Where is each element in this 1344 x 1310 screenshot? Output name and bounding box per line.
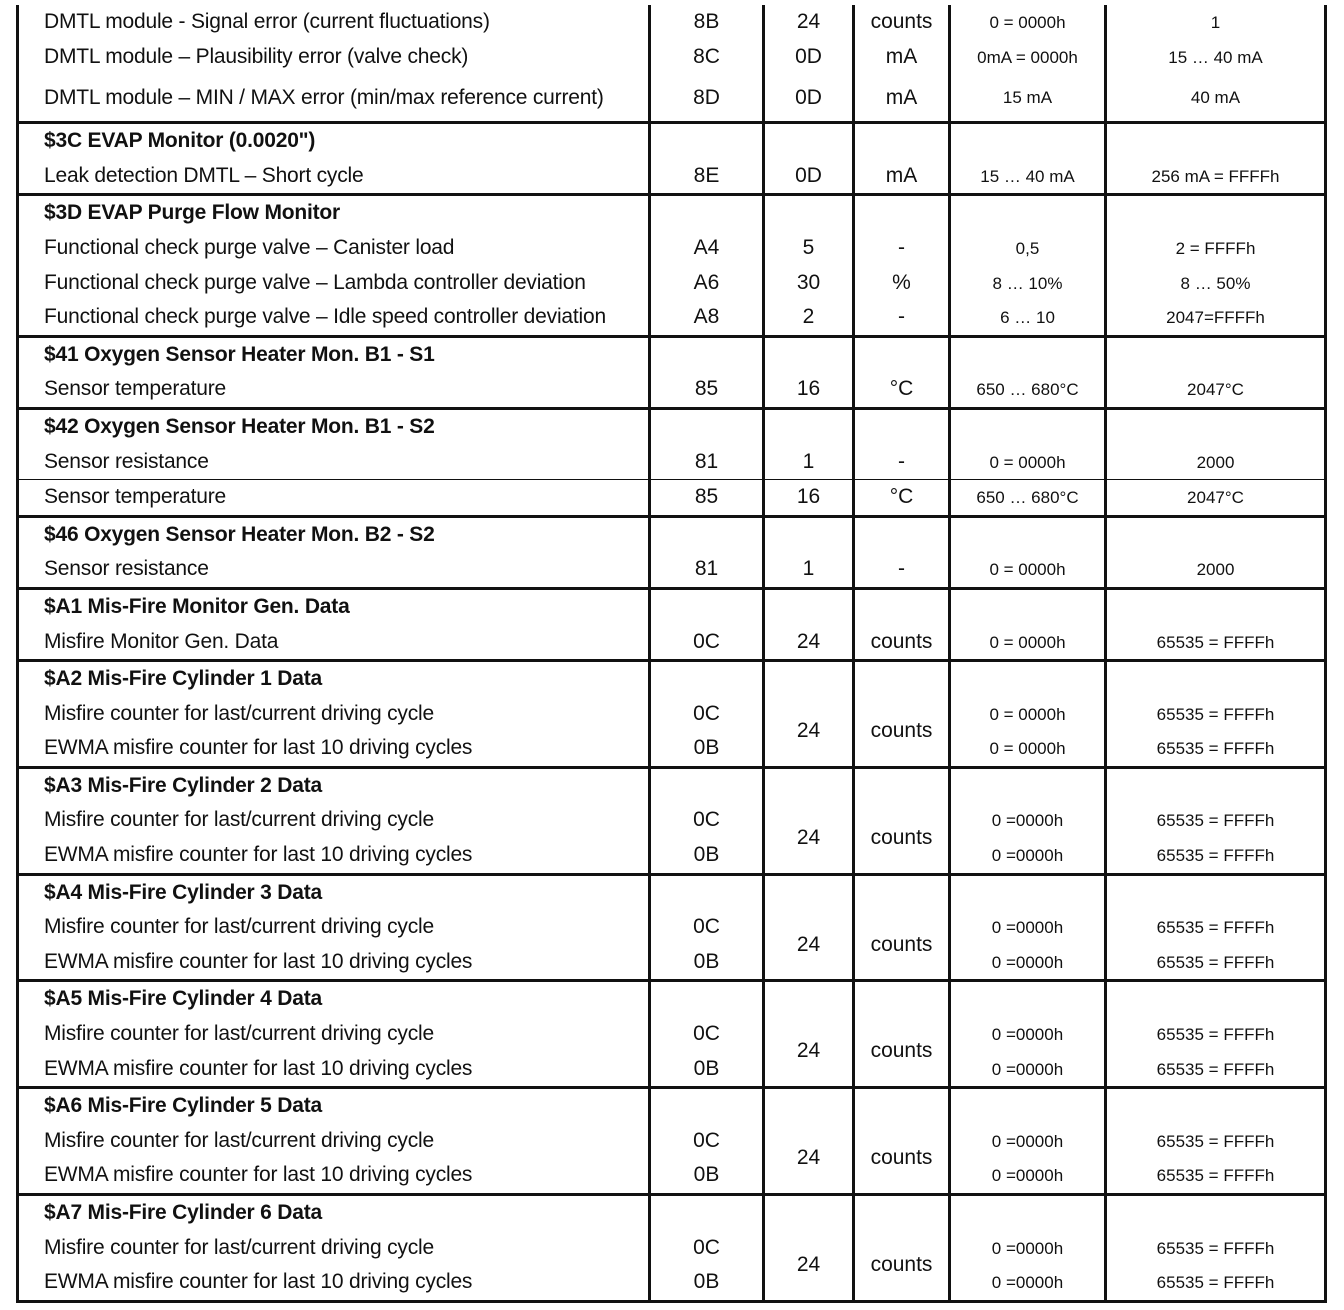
min-value: 6 … 10	[1000, 308, 1055, 328]
section-heading: $3C EVAP Monitor (0.0020")	[44, 129, 316, 153]
cid-value: 0D	[795, 163, 822, 187]
section-heading: $A6 Mis-Fire Cylinder 5 Data	[44, 1094, 322, 1118]
min-cell	[950, 516, 1106, 588]
test-description: Misfire counter for last/current driving cycle	[44, 701, 434, 725]
max-value: 65535 = FFFFh	[1156, 632, 1275, 652]
max-cell	[1106, 5, 1326, 123]
unit-value: counts	[870, 718, 933, 742]
description-cell	[18, 767, 650, 874]
test-description: Sensor temperature	[44, 377, 226, 401]
unit-cell	[854, 480, 950, 517]
unit-cell	[854, 1195, 950, 1302]
table-row	[18, 874, 1326, 981]
test-description: EWMA misfire counter for last 10 driving cycles	[44, 949, 473, 973]
tid-cell	[650, 661, 764, 768]
table-row	[18, 336, 1326, 408]
section-heading: $A2 Mis-Fire Cylinder 1 Data	[44, 667, 322, 691]
test-description: DMTL module – Plausibility error (valve check)	[44, 44, 469, 68]
max-value: 65535 = FFFFh	[1156, 1025, 1275, 1045]
table-row	[18, 981, 1326, 1088]
cid-value: 1	[802, 449, 815, 473]
unit-value: -	[898, 235, 905, 259]
test-description: Sensor resistance	[44, 449, 209, 473]
max-value: 40 mA	[1190, 88, 1241, 108]
table-row	[18, 123, 1326, 195]
test-description: Misfire counter for last/current driving cycle	[44, 1128, 434, 1152]
min-value: 0mA = 0000h	[977, 47, 1078, 67]
test-description: Functional check purge valve – Canister load	[44, 235, 455, 259]
test-description: Leak detection DMTL – Short cycle	[44, 163, 364, 187]
unit-value: -	[898, 305, 905, 329]
section-heading: $A5 Mis-Fire Cylinder 4 Data	[44, 987, 322, 1011]
section-heading: $A3 Mis-Fire Cylinder 2 Data	[44, 773, 322, 797]
unit-value: counts	[870, 825, 933, 849]
min-cell	[950, 661, 1106, 768]
tid-cell	[650, 123, 764, 195]
min-value: 0 =0000h	[991, 952, 1064, 972]
tid-cell	[650, 1088, 764, 1195]
cid-value: 24	[796, 1039, 821, 1063]
max-value: 65535 = FFFFh	[1156, 846, 1275, 866]
unit-value: °C	[889, 485, 914, 509]
cid-value: 1	[802, 557, 815, 581]
cid-cell	[764, 588, 854, 660]
max-value: 256 mA = FFFFh	[1151, 166, 1280, 186]
cid-cell	[764, 123, 854, 195]
test-description: Misfire Monitor Gen. Data	[44, 629, 279, 653]
max-cell	[1106, 767, 1326, 874]
section-heading: $A4 Mis-Fire Cylinder 3 Data	[44, 880, 322, 904]
tid-value: 8D	[693, 86, 720, 110]
min-value: 0 =0000h	[991, 1273, 1064, 1293]
unit-value: mA	[885, 163, 918, 187]
obd-test-table	[16, 5, 1327, 1303]
min-value: 0 =0000h	[991, 1238, 1064, 1258]
cid-value: 24	[796, 1146, 821, 1170]
tid-cell	[650, 516, 764, 588]
max-value: 65535 = FFFFh	[1156, 1131, 1275, 1151]
tid-value: 0B	[693, 1056, 720, 1080]
tid-value: 0B	[693, 736, 720, 760]
section-heading: $41 Oxygen Sensor Heater Mon. B1 - S1	[44, 342, 435, 366]
tid-value: 0C	[693, 629, 720, 653]
tid-cell	[650, 588, 764, 660]
max-value: 65535 = FFFFh	[1156, 1059, 1275, 1079]
min-value: 0 = 0000h	[989, 632, 1066, 652]
max-value: 15 … 40 mA	[1168, 47, 1263, 67]
max-value: 2047=FFFFh	[1166, 308, 1265, 328]
description-cell	[18, 480, 650, 517]
unit-value: mA	[885, 86, 918, 110]
description-cell	[18, 336, 650, 408]
description-cell	[18, 588, 650, 660]
description-cell	[18, 1088, 650, 1195]
tid-value: 8E	[693, 163, 720, 187]
cid-value: 0D	[795, 86, 822, 110]
unit-value: counts	[870, 1146, 933, 1170]
max-value: 65535 = FFFFh	[1156, 704, 1275, 724]
tid-value: 0B	[693, 1163, 720, 1187]
max-cell	[1106, 408, 1326, 479]
unit-value: counts	[870, 1252, 933, 1276]
min-cell	[950, 336, 1106, 408]
min-cell	[950, 1088, 1106, 1195]
cid-value: 16	[796, 485, 821, 509]
min-value: 0 =0000h	[991, 1059, 1064, 1079]
max-value: 2000	[1196, 560, 1235, 580]
table-row	[18, 767, 1326, 874]
max-value: 65535 = FFFFh	[1156, 1273, 1275, 1293]
unit-cell	[854, 5, 950, 123]
unit-cell	[854, 1088, 950, 1195]
cid-cell	[764, 874, 854, 981]
cid-cell	[764, 5, 854, 123]
section-heading: $A7 Mis-Fire Cylinder 6 Data	[44, 1201, 322, 1224]
cid-value: 24	[796, 1252, 821, 1276]
description-cell	[18, 981, 650, 1088]
max-value: 65535 = FFFFh	[1156, 811, 1275, 831]
min-cell	[950, 874, 1106, 981]
tid-value: 0C	[693, 1128, 720, 1152]
unit-cell	[854, 588, 950, 660]
tid-value: 0C	[693, 701, 720, 725]
table-row	[18, 5, 1326, 123]
test-description: EWMA misfire counter for last 10 driving cycles	[44, 843, 473, 867]
max-cell	[1106, 661, 1326, 768]
test-description: DMTL module - Signal error (current fluctuations)	[44, 10, 490, 33]
unit-value: counts	[870, 932, 933, 956]
max-value: 1	[1210, 13, 1221, 32]
max-cell	[1106, 874, 1326, 981]
max-cell	[1106, 123, 1326, 195]
max-value: 2000	[1196, 452, 1235, 472]
tid-value: 0B	[693, 1270, 720, 1294]
tid-value: 0B	[693, 949, 720, 973]
tid-value: A4	[693, 235, 720, 259]
min-value: 0 = 0000h	[989, 704, 1066, 724]
tid-value: 85	[694, 377, 719, 401]
description-cell	[18, 195, 650, 336]
max-cell	[1106, 588, 1326, 660]
min-value: 15 … 40 mA	[980, 166, 1075, 186]
cid-value: 5	[802, 235, 815, 259]
tid-value: 81	[694, 449, 719, 473]
tid-cell	[650, 981, 764, 1088]
test-description: EWMA misfire counter for last 10 driving cycles	[44, 1163, 473, 1187]
tid-cell	[650, 480, 764, 517]
unit-cell	[854, 874, 950, 981]
table-row	[18, 408, 1326, 479]
cid-cell	[764, 1195, 854, 1302]
min-value: 15 mA	[1002, 88, 1053, 108]
test-description: EWMA misfire counter for last 10 driving cycles	[44, 736, 473, 760]
cid-cell	[764, 1088, 854, 1195]
description-cell	[18, 5, 650, 123]
unit-value: mA	[885, 44, 918, 68]
tid-value: A8	[693, 305, 720, 329]
max-value: 2047°C	[1187, 488, 1244, 508]
test-description: Misfire counter for last/current driving cycle	[44, 1235, 434, 1259]
tid-value: 81	[694, 557, 719, 581]
unit-value: °C	[889, 377, 914, 401]
cid-cell	[764, 195, 854, 336]
cid-value: 24	[796, 718, 821, 742]
min-cell	[950, 123, 1106, 195]
max-cell	[1106, 516, 1326, 588]
max-value: 2047°C	[1187, 380, 1244, 400]
cid-cell	[764, 767, 854, 874]
min-cell	[950, 408, 1106, 479]
min-cell	[950, 1195, 1106, 1302]
description-cell	[18, 516, 650, 588]
tid-value: A6	[693, 270, 720, 294]
table-row	[18, 516, 1326, 588]
table-row	[18, 195, 1326, 336]
unit-value: counts	[870, 629, 933, 653]
cid-value: 24	[796, 932, 821, 956]
max-cell	[1106, 480, 1326, 517]
test-description: EWMA misfire counter for last 10 driving cycles	[44, 1270, 473, 1294]
max-cell	[1106, 1088, 1326, 1195]
min-value: 0 = 0000h	[989, 452, 1066, 472]
min-value: 0 =0000h	[991, 1166, 1064, 1186]
min-cell	[950, 767, 1106, 874]
cid-value: 24	[796, 10, 821, 33]
tid-value: 8B	[693, 10, 720, 33]
tid-cell	[650, 5, 764, 123]
cid-value: 16	[796, 377, 821, 401]
min-value: 0 = 0000h	[989, 13, 1066, 32]
cid-cell	[764, 336, 854, 408]
max-cell	[1106, 336, 1326, 408]
tid-cell	[650, 1195, 764, 1302]
cid-value: 2	[802, 305, 815, 329]
max-value: 8 … 50%	[1180, 273, 1251, 293]
min-value: 8 … 10%	[992, 273, 1063, 293]
min-cell	[950, 981, 1106, 1088]
unit-cell	[854, 516, 950, 588]
section-heading: $46 Oxygen Sensor Heater Mon. B2 - S2	[44, 522, 435, 546]
min-value: 0 =0000h	[991, 1131, 1064, 1151]
min-value: 0 =0000h	[991, 918, 1064, 938]
cid-value: 30	[796, 270, 821, 294]
cid-value: 24	[796, 629, 821, 653]
test-description: Functional check purge valve – Idle speed controller deviation	[44, 305, 606, 329]
min-cell	[950, 195, 1106, 336]
test-description: Sensor resistance	[44, 557, 209, 581]
description-cell	[18, 408, 650, 479]
min-cell	[950, 480, 1106, 517]
description-cell	[18, 661, 650, 768]
tid-value: 0B	[693, 843, 720, 867]
max-value: 65535 = FFFFh	[1156, 1238, 1275, 1258]
tid-cell	[650, 408, 764, 479]
test-description: Misfire counter for last/current driving cycle	[44, 1022, 434, 1046]
min-value: 0 =0000h	[991, 846, 1064, 866]
min-value: 650 … 680°C	[976, 380, 1079, 400]
table-row	[18, 588, 1326, 660]
max-value: 65535 = FFFFh	[1156, 918, 1275, 938]
table-row	[18, 661, 1326, 768]
cid-cell	[764, 480, 854, 517]
unit-cell	[854, 661, 950, 768]
max-value: 2 = FFFFh	[1175, 238, 1256, 258]
test-description: EWMA misfire counter for last 10 driving cycles	[44, 1056, 473, 1080]
min-cell	[950, 5, 1106, 123]
test-description: DMTL module – MIN / MAX error (min/max reference current)	[44, 86, 604, 110]
unit-cell	[854, 767, 950, 874]
test-description: Functional check purge valve – Lambda controller deviation	[44, 270, 586, 294]
unit-cell	[854, 123, 950, 195]
cid-cell	[764, 408, 854, 479]
section-heading: $A1 Mis-Fire Monitor Gen. Data	[44, 594, 350, 618]
test-description: Sensor temperature	[44, 485, 226, 509]
min-value: 0 =0000h	[991, 811, 1064, 831]
min-value: 0,5	[1015, 238, 1040, 258]
max-cell	[1106, 1195, 1326, 1302]
unit-cell	[854, 981, 950, 1088]
tid-cell	[650, 336, 764, 408]
table-row	[18, 1088, 1326, 1195]
tid-value: 0C	[693, 915, 720, 939]
unit-value: %	[892, 270, 911, 294]
description-cell	[18, 1195, 650, 1302]
section-heading: $3D EVAP Purge Flow Monitor	[44, 201, 341, 225]
cid-cell	[764, 661, 854, 768]
max-value: 65535 = FFFFh	[1156, 739, 1275, 759]
max-value: 65535 = FFFFh	[1156, 1166, 1275, 1186]
unit-value: -	[898, 557, 905, 581]
min-cell	[950, 588, 1106, 660]
tid-cell	[650, 195, 764, 336]
max-cell	[1106, 195, 1326, 336]
tid-value: 8C	[693, 44, 720, 68]
tid-value: 0C	[693, 808, 720, 832]
min-value: 0 = 0000h	[989, 739, 1066, 759]
unit-cell	[854, 336, 950, 408]
unit-value: -	[898, 449, 905, 473]
cid-cell	[764, 516, 854, 588]
max-value: 65535 = FFFFh	[1156, 952, 1275, 972]
tid-cell	[650, 767, 764, 874]
tid-value: 85	[694, 485, 719, 509]
min-value: 0 =0000h	[991, 1025, 1064, 1045]
min-value: 0 = 0000h	[989, 560, 1066, 580]
cid-value: 24	[796, 825, 821, 849]
section-heading: $42 Oxygen Sensor Heater Mon. B1 - S2	[44, 414, 435, 438]
unit-cell	[854, 195, 950, 336]
table-row	[18, 1195, 1326, 1302]
test-description: Misfire counter for last/current driving cycle	[44, 808, 434, 832]
min-value: 650 … 680°C	[976, 488, 1079, 508]
cid-cell	[764, 981, 854, 1088]
tid-value: 0C	[693, 1022, 720, 1046]
unit-cell	[854, 408, 950, 479]
tid-cell	[650, 874, 764, 981]
description-cell	[18, 123, 650, 195]
test-description: Misfire counter for last/current driving cycle	[44, 915, 434, 939]
tid-value: 0C	[693, 1235, 720, 1259]
unit-value: counts	[870, 10, 933, 33]
max-cell	[1106, 981, 1326, 1088]
description-cell	[18, 874, 650, 981]
cid-value: 0D	[795, 44, 822, 68]
unit-value: counts	[870, 1039, 933, 1063]
table-row	[18, 480, 1326, 517]
